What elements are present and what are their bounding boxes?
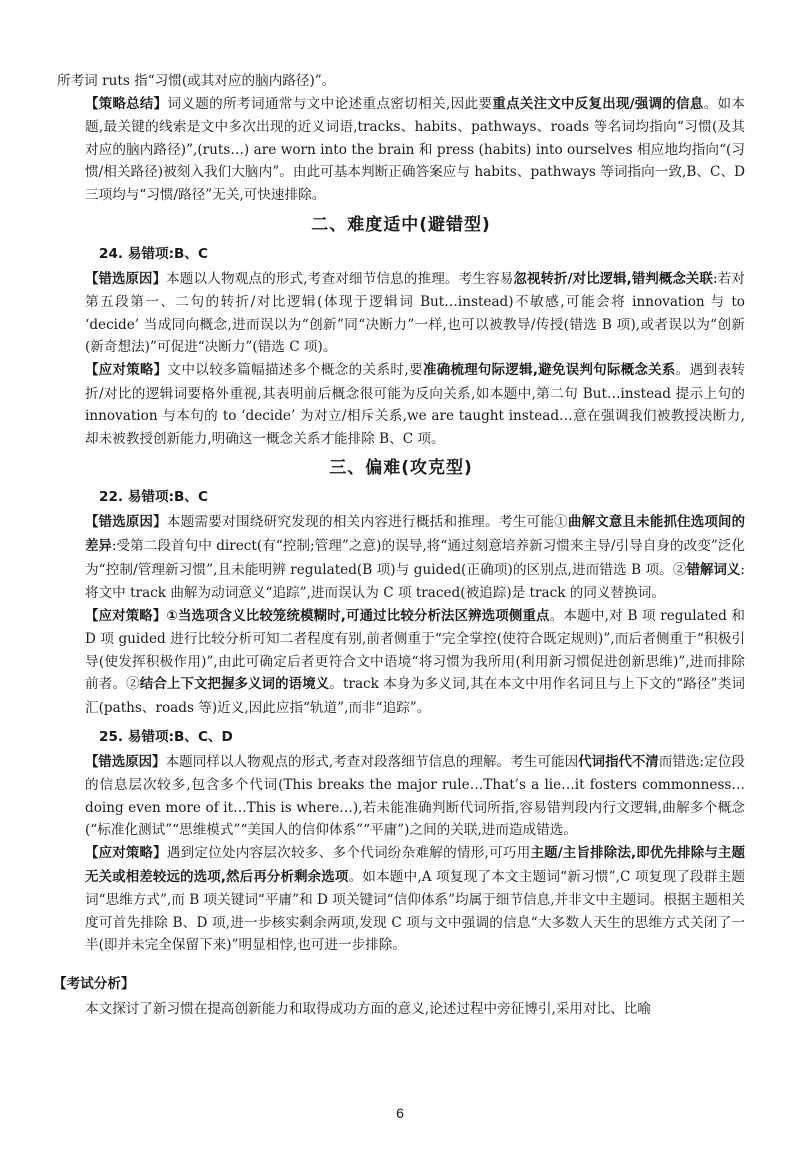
top-fragment: 所考词 ruts 指“习惯(或其对应的脑内路径)”。 xyxy=(57,73,336,89)
strategy-summary-bold-1: 重点关注文中反复出现/强调的信息 xyxy=(492,96,704,112)
q22-strategy-bold-2: 结合上下文把握多义词的语境义 xyxy=(139,677,330,693)
q22-title: 22. 易错项:B、C xyxy=(99,489,208,506)
q22-strategy-text-2: 。track 本身为多义词,其在本文中用作名词且与上下文的“路径”类词汇(paths、roads 等)近义,因此应指“轨道”,而非“追踪”。 xyxy=(85,676,746,717)
section-heading-hard: 三、偏难(攻克型) xyxy=(329,458,473,479)
q25-strategy-paragraph xyxy=(57,842,745,957)
q24-reason-paragraph xyxy=(57,268,745,359)
q25-strategy-text-2: 。如本题中,A 项复现了本文主题词“新习惯”,C 项复现了段群主题词“思维方式”,而 B 项关键词“平庸”和 D 项关键词“信仰体系”均属于细节信息,并非文中主题词。根据主题相关度可首先排除 B、D 项,进一步核实剩余两项,发现 C 项与文中强调的信息“大多数人天生的思维方式关闭了一半(即并未完全保留下来)”明显相悖,也可进一步排除。 xyxy=(85,868,745,954)
q25-reason-bold-1: 代词指代不清 xyxy=(578,754,659,770)
q24-strategy-paragraph xyxy=(57,359,745,450)
q25-title: 25. 易错项:B、C、D xyxy=(99,728,233,745)
q24-reason-bold-1: 忽视转折/对比逻辑,错判概念关联 xyxy=(513,271,713,287)
q22-strategy-label: 【应对策略】 xyxy=(85,608,167,624)
q22-reason-text-1: 本题需要对围绕研究发现的相关内容进行概括和推理。考生可能① xyxy=(166,514,569,531)
strategy-summary-label: 【策略总结】 xyxy=(85,96,168,112)
q24-reason-text-2: :若对第五段第一、二句的转折/对比逻辑(体现于逻辑词 But…instead)不敏感,可能会将 innovation 与 to ‘decide’ 当成同向概念,进而误以为“创新”同“决断力”一样,也可以被教导/传授(错选 B 项),或者误以为“创新(新奇想法)”可促进“决断力”(错选 C 项)。 xyxy=(85,270,745,356)
q24-strategy-bold-1: 准确梳理句际逻辑,避免误判句际概念关系 xyxy=(422,362,676,378)
q25-strategy-label: 【应对策略】 xyxy=(85,846,167,862)
q22-strategy-paragraph xyxy=(57,605,745,720)
q24-strategy-text-2: 。遇到表转折/对比的逻辑词要格外重视,其表明前后概念很可能为反向关系,如本题中,第二句 But…instead 提示上句的 innovation 与本句的 to ‘decide’ 为对立/相斥关系,we are taught instead…意在强调我们被教授决断力,却未被教授创新能力,明确这一概念关系才能排除 B、C 项。 xyxy=(85,361,746,447)
q22-strategy-bold-1: ①当选项含义比较笼统模糊时,可通过比较分析法区辨选项侧重点 xyxy=(166,608,550,624)
q25-reason-text-2: 而错选:定位段的信息层次较多,包含多个代词(This breaks the major rule…That’s a lie…it fosters commonness…doing even more of it…This is where…),若未能准确判断代词所指,容易错判段内行文逻辑,曲解多个概念(“标准化测试”“思维模式”“美国人的信仰体系”“平庸”)之间的关联,进而造成错选。 xyxy=(85,753,745,839)
q24-reason-label: 【错选原因】 xyxy=(85,271,167,287)
q24-title: 24. 易错项:B、C xyxy=(99,245,208,262)
q22-reason-bold-2: 错解词义 xyxy=(686,562,741,578)
q22-reason-bold-1: 曲解文意且未能抓住选项间的差异 xyxy=(85,515,746,554)
q22-reason-text-2: :受第二段首句中 direct(有“控制;管理”之意)的误导,将“通过刻意培养新习惯来主导/引导自身的改变”泛化为“控制/管理新习惯”,且未能明辨 regulated(B 项)与 guided(正确项)的区别点,进而错选 B 项。② xyxy=(85,537,746,578)
content xyxy=(53,70,746,1021)
strategy-summary-text-1: 词义题的所考词通常与文中论述重点密切相关,因此要 xyxy=(167,95,493,112)
exam-analysis-label: 【考试分析】 xyxy=(53,976,135,992)
q22-reason-text-3: :将文中 track 曲解为动词意义“追踪”,进而误认为 C 项 traced(被追踪)是 track 的同义替换词。 xyxy=(85,561,745,602)
strategy-summary-paragraph xyxy=(57,93,745,207)
q22-strategy-text-1: 。本题中,对 B 项 regulated 和 D 项 guided 进行比较分析可知二者程度有别,前者侧重于“完全掌控(使符合既定规则)”,而后者侧重于“积极引导(使发挥积极作用)”,由此可确定后者更符合文中语境“将习惯为我所用(利用新习惯促进创新思维)”,进而排除前者。② xyxy=(85,607,745,693)
q25-reason-paragraph xyxy=(57,751,745,842)
strategy-summary-text-2: 。如本题,最关键的线索是文中多次出现的近义词语,tracks、habits、pathways、roads 等名词均指向“习惯(及其对应的脑内路径)”,(ruts…) are worn into the brain 和 press (habits) into ourselves 相应地均指向“(习惯/相关路径)被刻入我们大脑内”。由此可基本判断正确答案应与 habits、pathways 等词指向一致,B、C、D 三项均与“习惯/路径”无关,可快速排除。 xyxy=(85,95,746,203)
q24-strategy-label: 【应对策略】 xyxy=(85,362,168,378)
q22-reason-label: 【错选原因】 xyxy=(85,515,167,531)
q25-reason-text-1: 本题同样以人物观点的形式,考查对段落细节信息的理解。考生可能因 xyxy=(165,753,579,770)
page-number: 6 xyxy=(396,1105,404,1121)
q24-reason-text-1: 本题以人物观点的形式,考查对细节信息的推理。考生容易 xyxy=(166,270,514,287)
section-heading-moderate: 二、难度适中(避错型) xyxy=(311,214,491,235)
q25-strategy-text-1: 遇到定位处内容层次较多、多个代词纷杂难解的情形,可巧用 xyxy=(166,845,531,862)
q25-reason-label: 【错选原因】 xyxy=(85,754,166,770)
q25-strategy-bold-1: 主题/主旨排除法,即优先排除与主题无关或相差较远的选项,然后再分析剩余选项 xyxy=(85,846,745,885)
q24-strategy-text-1: 文中以较多篇幅描述多个概念的关系时,要 xyxy=(167,361,423,378)
exam-analysis-text: 本文探讨了新习惯在提高创新能力和取得成功方面的意义,论述过程中旁征博引,采用对比、比喻 xyxy=(85,1001,651,1017)
q22-reason-paragraph xyxy=(57,511,745,604)
